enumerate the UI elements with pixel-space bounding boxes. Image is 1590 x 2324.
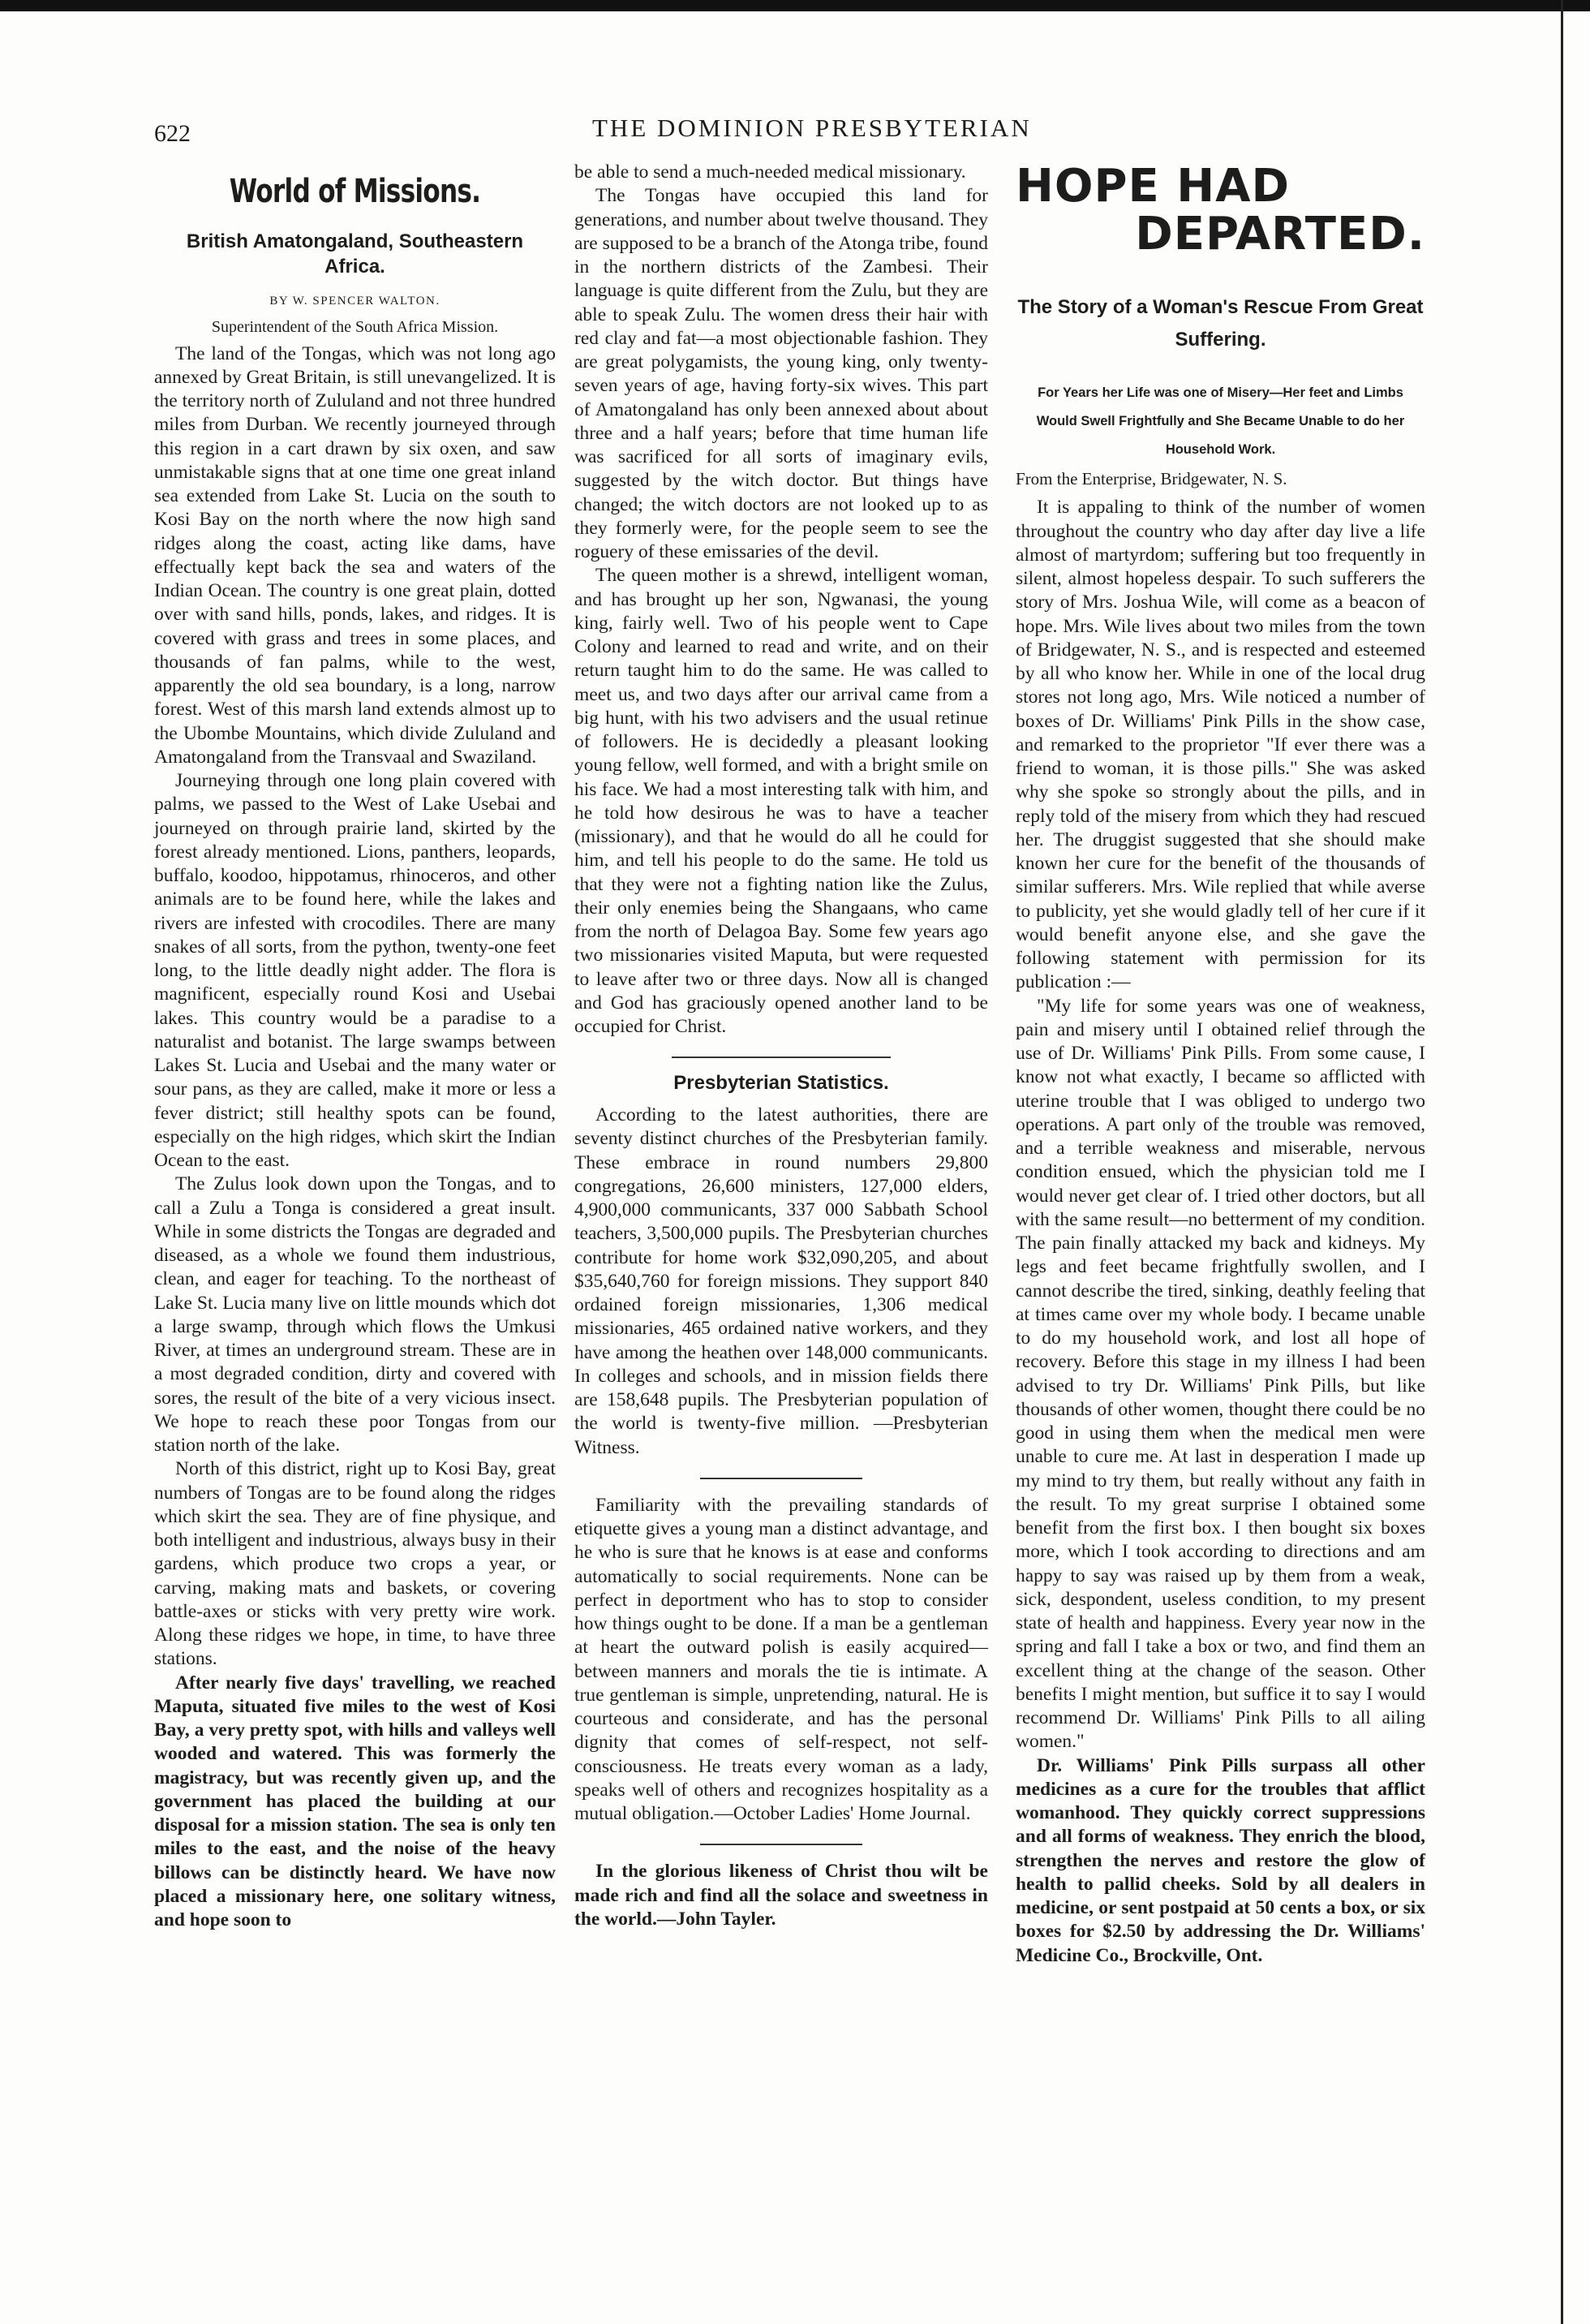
missions-superintendent: Superintendent of the South Africa Mission. [211,317,499,336]
ad-paragraph: "My life for some years was one of weakness, pain and misery until I obtained relief through the use of Dr. Williams' Pink Pills. From some cause, I know not what exactly, I became so afflicted with uterine trouble that I was obliged to undergo two operations. A part only of the trouble was removed, and a terrible weakness and miserable, nervous condition ensued, which the physician told me I would never get clear of. I tried other doctors, but all with the same result—no betterment of my condition. The pain finally attacked my back and kidneys. My legs and feet became frightfully swollen, and I cannot describe the tired, sinking, deathly feeling that at times came over my whole body. I became unable to do my household work, and lost all hope of recovery. Before this stage in my illness I had been advised to try Dr. Williams' Pink Pills, but like thousands of other women, thought there could be no good in using them when the medical men were unable to cure me. At last in desperation I made up my mind to try them, but really without any faith in the result. To my great surprise I obtained some benefit from the first box. I then bought six boxes more, which I took according to directions and am happy to say was raised up by them from a weak, sick, despondent, useless condition, to my present state of health and happiness. Every year now in the spring and fall I take a box or two, and find them an excellent thing at the change of the season. Other benefits I might mention, but suffice it to say I would recommend Dr. Williams' Pink Pills to all ailing women." [1016,995,1425,1753]
missions-subtitle: British Amatongaland, Southeastern Africa. [186,230,524,278]
ad-source: From the Enterprise, Bridgewater, N. S. [1016,469,1287,489]
missions-continued-paragraph: be able to send a much-needed medical missionary. [574,161,966,183]
etiquette-paragraph: Familiarity with the prevailing standards of etiquette gives a young man a distinct advantage, and he who is sure that he knows is at ease and conforms automatically to social requirements. None can be perfect in deportment who has to stop to consider how things ought to be done. If a man be a gentleman at heart the outward polish is easily acquired—between manners and morals the tie is intimate. A true gentleman is simple, unpretending, natural. He is courteous and considerate, and has the personal dignity that comes of self-respect, not self-consciousness. He treats every woman as a lady, speaks well of others and recognizes hospitality as a mutual obligation.—October Ladies' Home Journal. [574,1494,988,1825]
running-head: THE DOMINION PRESBYTERIAN [592,114,1032,142]
ad-subhead: The Story of a Woman's Rescue From Great Suffering. [1017,295,1424,351]
section-divider [700,1478,862,1479]
quote-paragraph: In the glorious likeness of Christ thou wilt be made rich and find all the solace and sweetness in the world.—John Tayler. [574,1861,988,1930]
column-3 [1016,161,1425,1968]
ad-paragraph: Dr. Williams' Pink Pills surpass all other medicines as a cure for the troubles that afflict womanhood. They quickly correct suppressions and all forms of weakness. They enrich the blood, strengthen the nerves and restore the glow of health to pallid cheeks. Sold by all dealers in medicine, or sent postpaid at 50 cents a box, or six boxes for $2.50 by addressing the Dr. Williams' Medicine Co., Brockville, Ont. [1016,1754,1425,1966]
missions-continued-paragraph: The queen mother is a shrewd, intelligent woman, and has brought up her son, Ngwanasi, the young king, fairly well. Two of his people went to Cape Colony and learned to read and write, and on their return taught him to do the same. He was called to meet us, and two days after our arrival came from a big hunt, with his two advisers and the usual retinue of followers. He is decidedly a pleasant looking young fellow, well formed, and with a bright smile on his face. We had a most interesting talk with him, and he told how desirous he was to have a teacher (missionary), and that he would do all he could for him, and tell his people to do the same. He told us that they were not a fighting nation like the Zulus, their only enemies being the Shangaans, who came from the north of Delagoa Bay. Some few years ago two missionaries visited Maputa, but were requested to leave after two or three days. Now all is changed and God has graciously opened another land to be occupied for Christ. [574,565,988,1037]
ad-headline-line-2: DEPARTED. [1135,208,1425,261]
stats-paragraph: According to the latest authorities, there are seventy distinct churches of the Presbyterian family. These embrace in round numbers 29,800 congregations, 26,600 ministers, 127,000 elders, 4,900,000 communicants, 337 000 Sabbath School teachers, 3,500,000 pupils. The Presbyterian churches contribute for home work $32,090,205, and about $35,640,760 for foreign missions. They support 840 ordained foreign missionaries, 1,306 medical missionaries, 465 ordained native workers, and they have among the heathen over 148,000 communicants. In colleges and schools, and in mission fields there are 158,648 pupils. The Presbyterian population of the world is twenty-five million. —Presbyterian Witness. [574,1104,988,1458]
ad-headline [1016,162,1425,259]
ad-headline-line-1: HOPE HAD [1016,160,1290,213]
column-1 [154,161,556,1932]
missions-paragraph: North of this district, right up to Kosi Bay, great numbers of Tongas are to be found along the ridges which skirt the sea. They are of fine physique, and both intelligent and industrious, always busy in their gardens, which produce two crops a year, or carving, making mats and baskets, or covering battle-axes or sticks with very pretty wire work. Along these ridges we hope, in time, to have three stations. [154,1458,556,1670]
missions-paragraph: After nearly five days' travelling, we reached Maputa, situated five miles to the west of Kosi Bay, a very pretty spot, with hills and valleys well wooded and watered. This was formerly the magistracy, but was recently given up, and the government has placed the building at our disposal for a mission station. The sea is only ten miles to the east, and the noise of the heavy billows can be distinctly heard. We have now placed a missionary here, one solitary witness, and hope soon to [154,1672,556,1931]
column-2 [574,161,988,1931]
scan-right-border [1561,0,1563,2324]
scan-top-border [0,0,1590,11]
missions-byline: BY W. SPENCER WALTON. [269,295,440,308]
missions-continued-paragraph: The Tongas have occupied this land for generations, and number about twelve thousand. They are supposed to be a branch of the Atonga tribe, found in the northern districts of the Zambesi. Their language is quite different from the Zulu, but they are able to speak Zulu. The women dress their hair with red clay and fat—a most objectionable fashion. They are great polygamists, the young king, only twenty-seven years of age, having forty-six wives. This part of Amatongaland has only been annexed about about three and a half years; before that time human life was sacrificed for all sorts of imaginary evils, suggested by the witch doctor. But things have changed; the witch doctors are not looked up to as they formerly were, for the people seem to see the roguery of these emissaries of the devil. [574,185,988,562]
ad-paragraph: It is appaling to think of the number of women throughout the country who day after day live a life almost of martyrdom; suffering but too frequently in silent, almost hopeless despair. To such sufferers the story of Mrs. Joshua Wile, will come as a beacon of hope. Mrs. Wile lives about two miles from the town of Bridgewater, N. S., and is respected and esteemed by all who know her. While in one of the local drug stores not long ago, Mrs. Wile noticed a number of boxes of Dr. Williams' Pink Pills in the show case, and remarked to the proprietor "If ever there was a friend to woman, it is those pills." She was asked why she spoke so strongly about the pills, and in reply told of the misery from which they had rescued her. The druggist suggested that she should make known her cure for the benefit of the thousands of similar sufferers. Mrs. Wile replied that while averse to publicity, yet she would gladly tell of her cure if it would benefit anyone else, and she gave the following statement with permission for its publication :— [1016,497,1425,993]
section-divider [700,1844,862,1845]
missions-paragraph: The Zulus look down upon the Tongas, and to call a Zulu a Tonga is considered a great insult. While in some districts the Tongas are degraded and diseased, as a whole we found them industrious, clean, and eager for teaching. To the northeast of Lake St. Lucia many live on little mounds which dot a large swamp, through which flows the Umkusi River, at times an underground stream. These are in a most degraded condition, dirty and covered with sores, the result of the bite of a very vicious insect. We hope to reach these poor Tongas from our station north of the lake. [154,1173,556,1457]
page-number: 622 [154,120,191,147]
ad-deck: For Years her Life was one of Misery—Her feet and Limbs Would Swell Frightfully and She Became Unable to do her Household Work. [1036,385,1405,457]
missions-paragraph: Journeying through one long plain covered with palms, we passed to the West of Lake Usebai and journeyed on through prairie land, skirted by the forest already mentioned. Lions, panthers, leopards, buffalo, koodoo, hippotamus, rhinoceros, and other animals are to be found here, while the lakes and rivers are infested with crocodiles. There are many snakes of all sorts, from the python, twenty-one feet long, to the little deadly night adder. The flora is magnificent, especially round Kosi and Usebai lakes. This country would be a paradise to a naturalist and botanist. The large swamps between Lakes St. Lucia and Usebai and the many water or sour pans, as they are called, make it more or less a fever district; still healthy spots can be found, especially on the high ridges, which skirt the Indian Ocean to the east. [154,770,556,1172]
stats-heading: Presbyterian Statistics. [673,1072,889,1095]
missions-title: World of Missions. [229,173,481,210]
section-divider [672,1057,891,1058]
missions-paragraph: The land of the Tongas, which was not long ago annexed by Great Britain, is still unevangelized. It is the territory north of Zululand and not three hundred miles from Durban. We recently journeyed through this region in a cart drawn by six oxen, and saw unmistakable signs that at one time one great inland sea extended from Lake St. Lucia on the south to Kosi Bay on the north where the now high sand ridges along the coast, acting like dams, have effectually kept back the sea and waters of the Indian Ocean. The country is one great plain, dotted over with sand hills, ponds, lakes, and ridges. It is covered with grass and trees in some places, and thousands of fan palms, while to the west, apparently the old sea boundary, is a long, narrow forest. West of this marsh land extends almost up to the Ubombe Mountains, which divide Zululand and Amatongaland from the Transvaal and Swaziland. [154,342,556,768]
